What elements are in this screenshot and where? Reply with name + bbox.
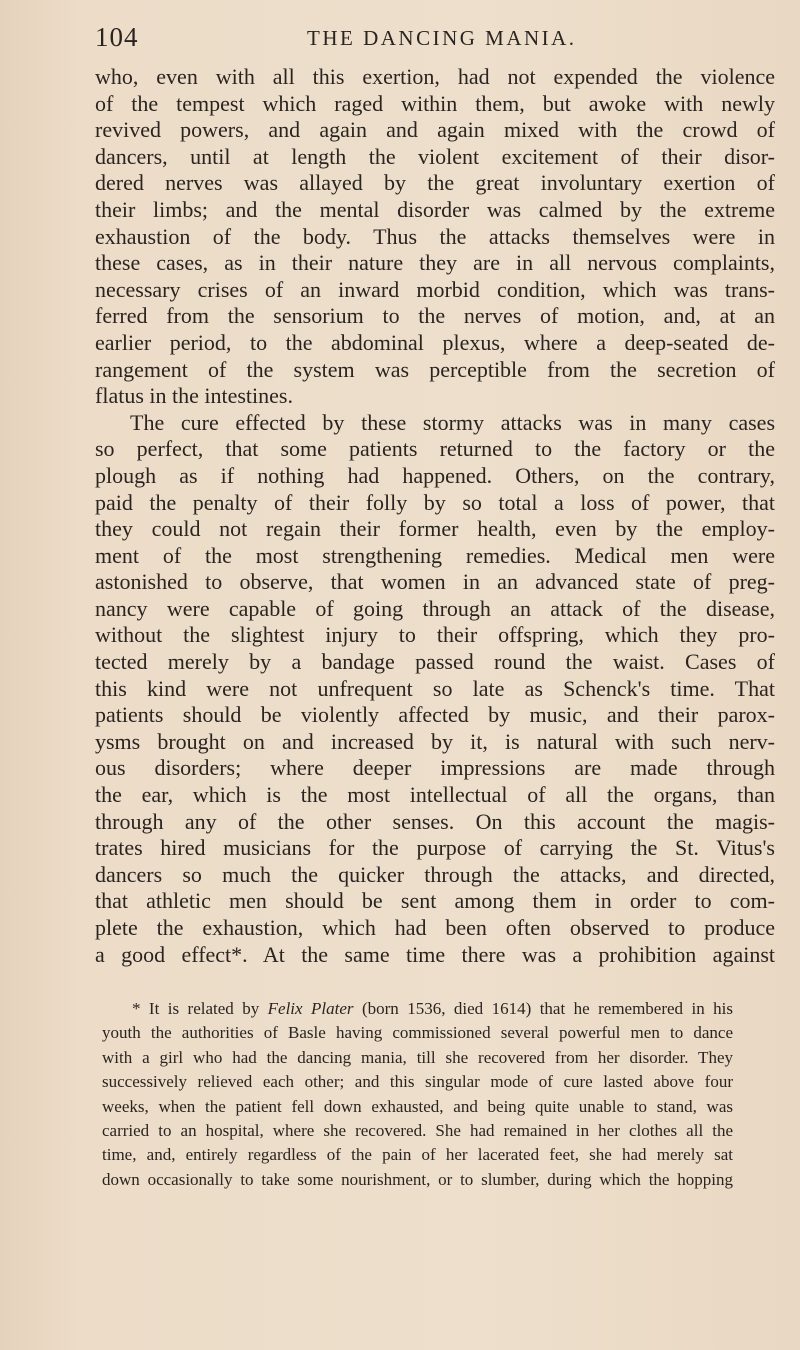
- body-line: exhaustion of the body. Thus the attacks themselves were in: [95, 223, 775, 249]
- body-line: dered nerves was allayed by the great involuntary exertion of: [95, 170, 775, 196]
- body-line: the ear, which is the most intellectual of all the organs, than: [95, 782, 775, 808]
- body-line: this kind were not unfrequent so late as Schenck's time. That: [95, 675, 775, 701]
- page-header: [95, 22, 775, 58]
- body-line: rangement of the system was perceptible from the secretion of: [95, 356, 775, 382]
- body-line: of the tempest which raged within them, but awoke with newly: [95, 90, 775, 116]
- body-line: patients should be violently affected by music, and their parox-: [95, 702, 775, 728]
- body-line: nancy were capable of going through an attack of the disease,: [95, 595, 775, 621]
- body-line: dancers so much the quicker through the attacks, and directed,: [95, 861, 775, 887]
- footnote-text: * It is related by: [132, 999, 268, 1018]
- body-line: through any of the other senses. On this account the magis-: [95, 808, 775, 834]
- body-line: earlier period, to the abdominal plexus, where a deep-seated de-: [95, 329, 775, 355]
- body-line: trates hired musicians for the purpose of carrying the St. Vitus's: [95, 835, 775, 861]
- footnote-line: time, and, entirely regardless of the pain of her lacerated feet, she had merely sat: [102, 1145, 733, 1165]
- footnote-name: Felix Plater: [267, 999, 354, 1018]
- body-line: necessary crises of an inward morbid condition, which was trans-: [95, 276, 775, 302]
- body-line: paid the penalty of their folly by so total a loss of power, that: [95, 489, 775, 515]
- footnote-line: down occasionally to take some nourishment, or to slumber, during which the hopping: [102, 1169, 733, 1189]
- body-line: a good effect*. At the same time there was a prohibition against: [95, 941, 775, 967]
- body-line: The cure effected by these stormy attacks was in many cases: [130, 409, 775, 435]
- body-line: these cases, as in their nature they are in all nervous complaints,: [95, 250, 775, 276]
- footnote: [102, 997, 733, 1192]
- body-text: [95, 64, 775, 968]
- footnote-line: successively relieved each other; and this singular mode of cure lasted above four: [102, 1072, 733, 1092]
- running-title: THE DANCING MANIA.: [307, 26, 577, 50]
- footnote-line: weeks, when the patient fell down exhausted, and being quite unable to stand, was: [102, 1096, 733, 1116]
- body-line: dancers, until at length the violent excitement of their disor-: [95, 143, 775, 169]
- footnote-text: (born 1536, died 1614) that he remembered in his: [353, 999, 733, 1018]
- body-line: flatus in the intestines.: [95, 383, 293, 409]
- page-number: 104: [95, 22, 139, 52]
- body-line: so perfect, that some patients returned to the factory or the: [95, 436, 775, 462]
- footnote-line: carried to an hospital, where she recovered. She had remained in her clothes all the: [102, 1120, 733, 1140]
- footnote-line: with a girl who had the dancing mania, till she recovered from her disorder. They: [102, 1047, 733, 1067]
- body-line: they could not regain their former health, even by the employ-: [95, 516, 775, 542]
- body-line: ferred from the sensorium to the nerves of motion, and, at an: [95, 303, 775, 329]
- footnote-line: youth the authorities of Basle having commissioned several powerful men to dance: [102, 1023, 733, 1043]
- footnote-line: [102, 997, 733, 1021]
- body-line: astonished to observe, that women in an advanced state of preg-: [95, 569, 775, 595]
- body-line: that athletic men should be sent among them in order to com-: [95, 888, 775, 914]
- body-line: their limbs; and the mental disorder was calmed by the extreme: [95, 196, 775, 222]
- body-line: tected merely by a bandage passed round the waist. Cases of: [95, 649, 775, 675]
- body-line: revived powers, and again and again mixed with the crowd of: [95, 117, 775, 143]
- body-line: plete the exhaustion, which had been often observed to produce: [95, 915, 775, 940]
- body-line: ous disorders; where deeper impressions are made through: [95, 755, 775, 781]
- body-line: ment of the most strengthening remedies. Medical men were: [95, 542, 775, 568]
- body-line: ysms brought on and increased by it, is natural with such nerv-: [95, 728, 775, 754]
- body-line: without the slightest injury to their offspring, which they pro-: [95, 622, 775, 648]
- body-line: plough as if nothing had happened. Others, on the contrary,: [95, 462, 775, 488]
- body-line: who, even with all this exertion, had not expended the violence: [95, 64, 775, 89]
